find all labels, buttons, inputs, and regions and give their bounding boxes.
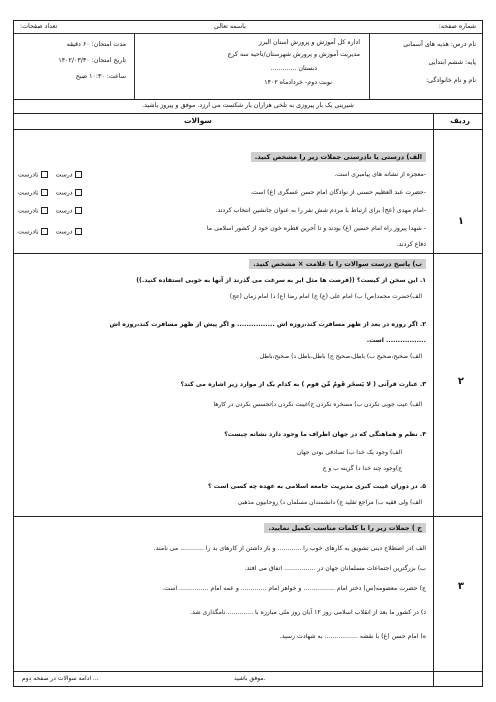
false-checkbox[interactable] <box>41 171 48 178</box>
grade-label: پایه: ششم ابتدایی <box>428 59 476 66</box>
q1-statement-1: -معجزه از نشانه های پیامبری است. <box>334 171 426 178</box>
q3-item-1: الف )در اصطلاح دینی تشویق به کارهای خوب را ............ و باز داشتن از کارهای بد را ............ می نامند. <box>153 545 426 552</box>
q3-item-5: ه) امام حسن (ع) با نقشه ................. به شهادت رسید. <box>279 633 426 640</box>
true-checkbox[interactable] <box>75 228 82 235</box>
q1-statement-4: - شهدا پیروز راه امام حسین (ع) بودند و تا آخرین قطره خون خود از کشور اسلامی ما <box>206 225 426 232</box>
exam-time: ساعت: ۱۰:۳۰ صبح <box>75 73 126 80</box>
exam-duration: مدت امتحان: ۶۰ دقیقه <box>66 41 126 48</box>
q2-item-1-options: الف)حضرت محمد(ص) ب) امام علی (ع) ج) امام رضا (ع) د) امام زمان (عج) <box>229 293 422 300</box>
q2-item-3: ۳. عبارت قرآنی ( لا یَسخَر قَومٌ مِّن قوم ) به کدام یک از موارد زیر اشاره می کند؟ <box>180 381 426 388</box>
q1-statement-3: -امام مهدی (عج) برای ارتباط با مردم شش نفر را به عنوان جانشین انتخاب کردند. <box>215 207 426 214</box>
q2-item-1: ۱. این سخن از کیست؟ ((فرصت ها مثل ابر به سرعت می گذرند از آنها به خوبی استفاده کنید.)) <box>136 277 426 284</box>
q1-answer-row-3: درست نادرست <box>18 207 84 215</box>
q3-item-4: د) در کشور ما بعد از انقلاب اسلامی روز ۱۲ آبان روز ملی مبارزه با ............. نامگذاری شد. <box>190 609 426 616</box>
question-3-title: ج ) جملات زیر را با کلمات مناسب تکمیل نمایید. <box>264 523 426 533</box>
q1-answer-row-1: درست نادرست <box>18 171 84 179</box>
exam-footer <box>14 671 482 686</box>
questions-column-label: سوالات <box>184 116 212 125</box>
exam-date: تاریخ امتحان: ۱۴۰۲/۰۳/۳۰ <box>58 57 126 64</box>
q1-answer-row-4: درست نادرست <box>18 228 84 236</box>
q2-item-2: ۲. اگر روزه در بعد از ظهر مسافرت کند،روزه اش ................ و اگر پیش از ظهر مسافرت کند،روزه اش <box>109 321 426 328</box>
question-2-title: ب) پاسخ درست سوالات را با علامت × مشخص کنید. <box>249 259 426 269</box>
q2-item-2-options: الف) صحیح،صحیح ب) باطل،صحیح ج) باطل،باطل د) صحیح،باطل <box>259 353 422 360</box>
true-checkbox[interactable] <box>75 171 82 178</box>
continued-note: ادامه سوالات در صفحه دوم ... <box>22 675 99 682</box>
course-label: نام درس: هدیه های آسمانی <box>403 41 476 48</box>
motto: شیرینی یک بار پیروزی به تلخی هزاران بار شکست می ارزد. موفق و پیروز باشید. <box>14 99 482 114</box>
question-1-title: الف) درستی یا نادرستی جملات زیر را مشخص کنید. <box>251 152 426 162</box>
student-name-label: نام و نام خانوادگی: <box>426 77 476 84</box>
school-name: دبستان ............. <box>270 65 317 72</box>
q2-item-3-options: الف) عیب جویی نکردن ب) مسخره نکردن ج)غیبت نکردن د)تجسس نکردن در کارها <box>213 401 422 408</box>
exam-session: نوبت دوم- خردادماه ۱۴۰۲ <box>264 79 332 86</box>
q2-item-4-options-2: ج)وجود چند خدا د) گزینه ب و ج <box>322 465 402 472</box>
q3-item-3: ج) حضرت معصومه(س) دختر امام ................ و خواهر امام ............. و عمه امام ............... است. <box>162 585 426 592</box>
department-line2: مدیریت آموزش و پرورش شهرستان/ناحیه سه کرج <box>227 51 360 58</box>
bismillah: باسمه تعالی <box>214 23 246 30</box>
good-luck-note: موفق باشید. <box>234 675 266 682</box>
q2-item-4-options: الف) وجود یک خدا ب) تصادفی بودن جهان <box>296 449 402 456</box>
q2-item-2-cont: ................. است. <box>366 337 426 344</box>
exam-sheet <box>13 20 483 687</box>
q2-item-5: ۵. در دوران غیبت کبری مدیریت جامعه اسلامی به عهده چه کسی است ؟ <box>208 483 426 490</box>
false-checkbox[interactable] <box>41 207 48 214</box>
q1-statement-2: -حضرت عبد العظیم حسنی از نوادگان امام حسن عسگری (ع) است. <box>250 189 426 196</box>
true-checkbox[interactable] <box>75 207 82 214</box>
department-line1: اداره کل آموزش و پرورش استان البرز <box>258 39 360 46</box>
page-number-label: شماره صفحه: <box>438 23 476 30</box>
false-checkbox[interactable] <box>41 189 48 196</box>
q1-answer-row-2: درست نادرست <box>18 189 84 197</box>
page-count-label: تعداد صفحات: <box>20 23 58 30</box>
radif-column-label: ردیف <box>450 116 470 125</box>
question-1-number: ۱ <box>457 216 464 227</box>
false-checkbox[interactable] <box>41 228 48 235</box>
q2-item-4: ۴. نظم و هماهنگی که در جهان اطراف ما وجود دارد نشانه چیست؟ <box>224 431 426 438</box>
true-checkbox[interactable] <box>75 189 82 196</box>
column-header <box>14 113 482 130</box>
exam-header <box>14 21 482 100</box>
q1-statement-4-cont: دفاع کردند. <box>396 241 426 248</box>
q3-item-2: ب) بزرگترین اجتماعات مسلمانان جهان در ................ اتفاق می افتد. <box>244 565 426 572</box>
question-3-number: ۳ <box>457 581 464 592</box>
q2-item-5-options: الف) ولی فقیه ب) مراجع تقلید ج) دانشمندان مسلمان د) روحانیون مذهبی <box>237 499 422 506</box>
question-2-number: ۲ <box>457 376 464 387</box>
